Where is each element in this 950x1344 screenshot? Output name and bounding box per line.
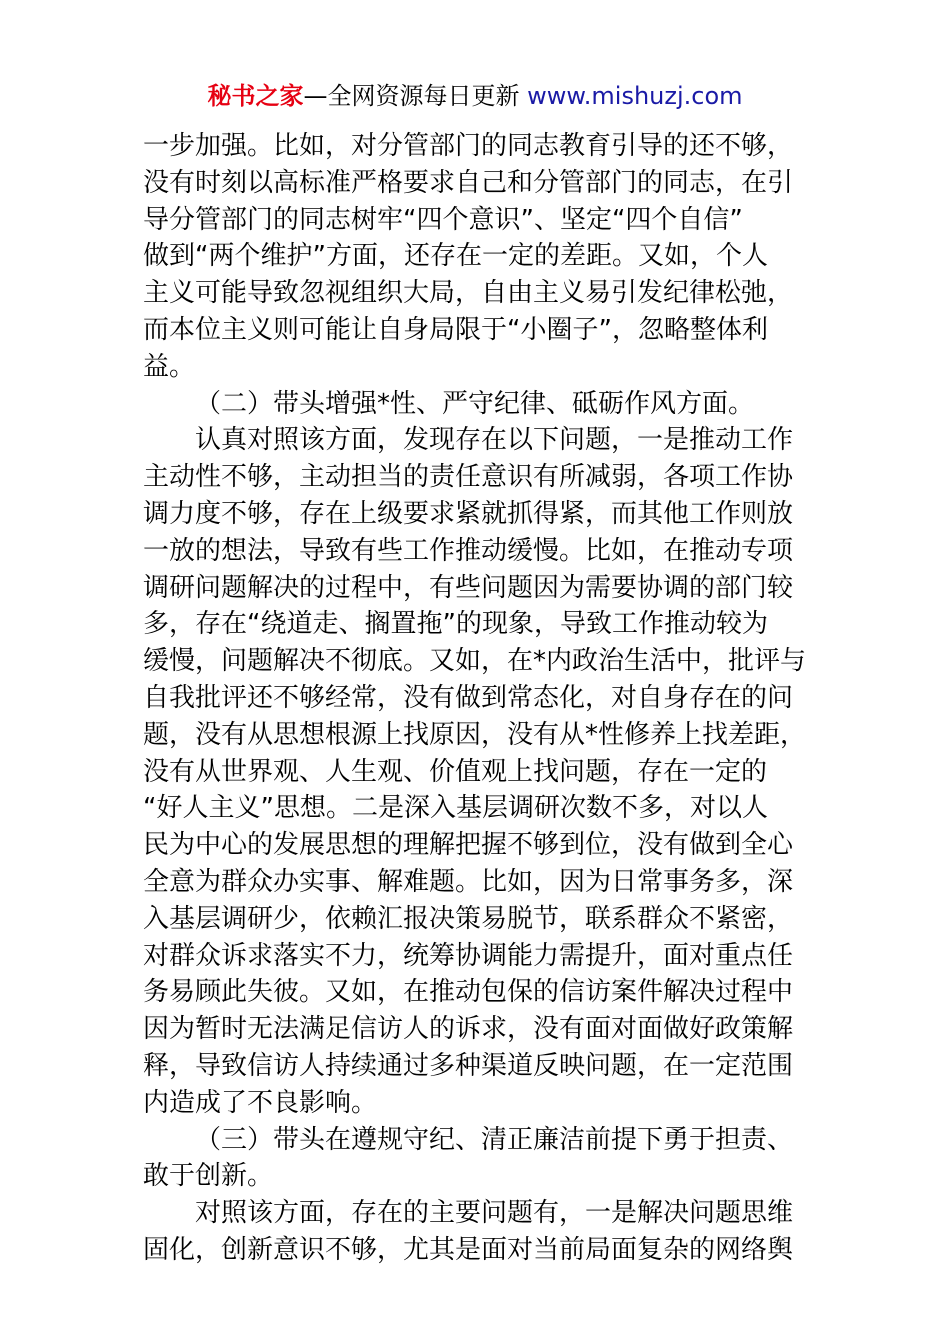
text-line: 因为暂时无法满足信访人的诉求，没有面对面做好政策解 <box>143 1014 794 1045</box>
text-line: 缓慢，问题解决不彻底。又如，在*内政治生活中，批评与 <box>143 646 807 677</box>
site-brand: 秘书之家 <box>207 82 304 110</box>
text-line: （二）带头增强*性、严守纪律、砥砺作风方面。 <box>195 388 755 419</box>
text-line: 主动性不够，主动担当的责任意识有所减弱，各项工作协 <box>143 462 794 493</box>
text-line: 认真对照该方面，发现存在以下问题，一是推动工作 <box>195 425 794 456</box>
text-line: 全意为群众办实事、解难题。比如，因为日常事务多，深 <box>143 866 794 897</box>
text-line: 对群众诉求落实不力，统筹协调能力需提升，面对重点任 <box>143 940 794 971</box>
site-tagline: —全网资源每日更新 <box>303 82 528 110</box>
text-line: 调力度不够，存在上级要求紧就抓得紧，而其他工作则放 <box>143 498 794 529</box>
text-line: 没有从世界观、人生观、价值观上找问题，存在一定的 <box>143 756 768 787</box>
text-line: 导分管部门的同志树牢“四个意识”、坚定“四个自信” <box>143 204 743 235</box>
text-line: “好人主义”思想。二是深入基层调研次数不多，对以人 <box>143 793 768 824</box>
text-line: 益。 <box>143 351 196 382</box>
text-line: 入基层调研少，依赖汇报决策易脱节，联系群众不紧密， <box>143 903 794 934</box>
text-line: 固化，创新意识不够，尤其是面对当前局面复杂的网络舆 <box>143 1234 794 1265</box>
text-line: 题，没有从思想根源上找原因，没有从*性修养上找差距， <box>143 719 807 750</box>
text-line: 自我批评还不够经常，没有做到常态化，对自身存在的问 <box>143 682 794 713</box>
text-line: 没有时刻以高标准严格要求自己和分管部门的同志，在引 <box>143 167 794 198</box>
text-line: （三）带头在遵规守纪、清正廉洁前提下勇于担责、 <box>195 1124 794 1155</box>
text-line: 释，导致信访人持续通过多种渠道反映问题，在一定范围 <box>143 1050 794 1081</box>
text-line: 内造成了不良影响。 <box>143 1087 378 1118</box>
text-line: 而本位主义则可能让自身局限于“小圈子”，忽略整体利 <box>143 314 768 345</box>
text-line: 多，存在“绕道走、搁置拖”的现象，导致工作推动较为 <box>143 609 768 640</box>
site-header <box>0 80 950 112</box>
text-line: 务易顾此失彼。又如，在推动包保的信访案件解决过程中 <box>143 977 794 1008</box>
text-line: 对照该方面，存在的主要问题有，一是解决问题思维 <box>195 1198 794 1229</box>
text-line: 主义可能导致忽视组织大局，自由主义易引发纪律松弛， <box>143 278 794 309</box>
site-url-link[interactable]: www.mishuzj.com <box>527 82 743 110</box>
text-line: 一步加强。比如，对分管部门的同志教育引导的还不够， <box>143 131 794 161</box>
text-line: 调研问题解决的过程中，有些问题因为需要协调的部门较 <box>143 572 794 603</box>
text-line: 民为中心的发展思想的理解把握不够到位，没有做到全心 <box>143 830 794 861</box>
text-line: 敢于创新。 <box>143 1161 274 1192</box>
document-body <box>143 128 807 1269</box>
text-line: 做到“两个维护”方面，还存在一定的差距。又如，个人 <box>143 241 768 272</box>
text-line: 一放的想法，导致有些工作推动缓慢。比如，在推动专项 <box>143 535 794 566</box>
